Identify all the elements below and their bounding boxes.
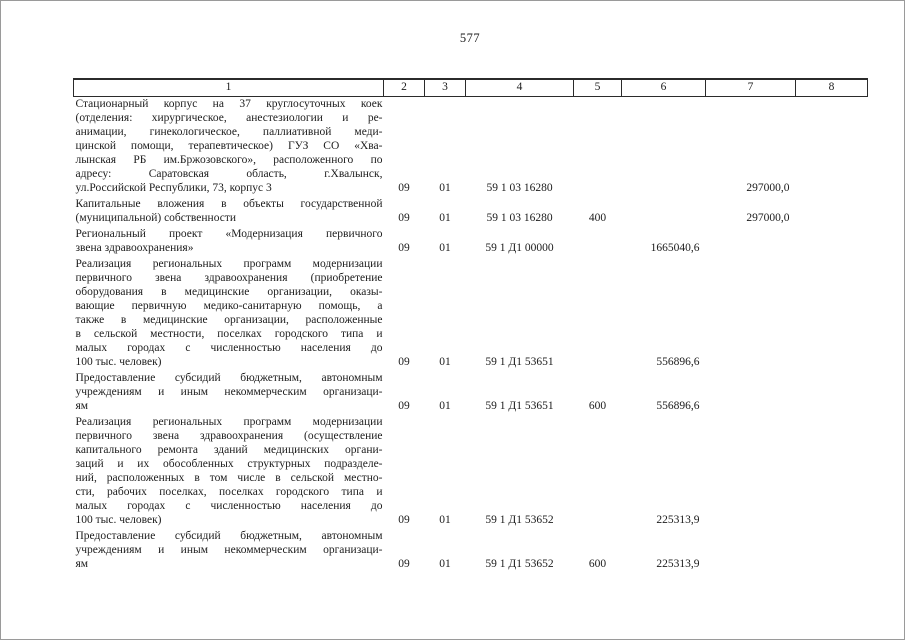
entry-name-line: анимации, гинекологическое, паллиативной меди- (75, 126, 383, 138)
cell-empty-col8 (796, 413, 868, 527)
cell-empty-col8 (796, 369, 868, 413)
entry-name-line: в сельской местности, поселках городского типа и (75, 328, 383, 340)
cell-amount-col7 (706, 369, 796, 413)
entry-name-cell (74, 255, 384, 369)
entry-name-line: ул.Российской Республики, 73, корпус 3 (75, 182, 272, 194)
entry-name-line: лынская РБ им.Бржозовского», расположенного по (75, 154, 383, 166)
cell-amount-col7 (706, 225, 796, 255)
table-row (74, 225, 868, 255)
cell-amount-col6: 556896,6 (656, 400, 700, 412)
column-header-5: 5 (574, 79, 622, 97)
entry-name-line: малых городах с численностью населения до (75, 500, 383, 512)
entry-name-line: ям (75, 400, 89, 412)
entry-name-line: малых городах с численностью населения до (75, 342, 383, 354)
column-header-2: 2 (384, 79, 425, 97)
cell-amount-col7 (706, 413, 796, 527)
entry-name-line: также в медицинские организации, расположенные (75, 314, 383, 326)
page-number: 577 (459, 31, 481, 45)
cell-target-article-code: 59 1 03 16280 (486, 212, 553, 224)
table-row (74, 195, 868, 225)
table-row (74, 255, 868, 369)
entry-name-line: первичного звена здравоохранения (приобретение (75, 272, 383, 284)
entry-name-line: капитального ремонта зданий медицинских органи- (75, 444, 383, 456)
entry-name-line: звена здравоохранения» (75, 242, 194, 254)
cell-empty-col8 (796, 225, 868, 255)
cell-section-code: 09 (398, 212, 410, 224)
entry-name-line: Реализация региональных программ модернизации (75, 258, 383, 270)
cell-section-code: 09 (398, 182, 410, 194)
cell-amount-col7 (706, 527, 796, 571)
cell-section-code: 09 (398, 514, 410, 526)
entry-name-line: оборудования в медицинские организации, оказы- (75, 286, 383, 298)
table-row (74, 527, 868, 571)
entry-name-line: учреждениям и иным некоммерческим организаци- (75, 544, 383, 556)
cell-amount-col6: 556896,6 (656, 356, 700, 368)
column-header-7: 7 (706, 79, 796, 97)
cell-target-article-code: 59 1 Д1 00000 (485, 242, 554, 254)
entry-name-line: сти, рабочих поселках, поселках городского типа и (75, 486, 383, 498)
column-header-row (74, 79, 868, 97)
entry-name-cell (74, 369, 384, 413)
entry-name-line: Предоставление субсидий бюджетным, автономным (75, 530, 383, 542)
entry-name-cell (74, 97, 384, 196)
column-header-8: 8 (796, 79, 868, 97)
cell-expense-type-code (574, 225, 622, 255)
cell-amount-col7: 297000,0 (746, 212, 790, 224)
entry-name-line: учреждениям и иным некоммерческим организаци- (75, 386, 383, 398)
cell-subsection-code: 01 (439, 558, 451, 570)
entry-name-line: Капитальные вложения в объекты государственной (75, 198, 383, 210)
entry-name-line: (муниципальной) собственности (75, 212, 237, 224)
entry-name-cell (74, 413, 384, 527)
column-header-3: 3 (425, 79, 466, 97)
cell-section-code: 09 (398, 356, 410, 368)
column-header-6: 6 (622, 79, 706, 97)
cell-subsection-code: 01 (439, 400, 451, 412)
cell-subsection-code: 01 (439, 182, 451, 194)
cell-subsection-code: 01 (439, 242, 451, 254)
entry-name-line: цинской помощи, терапевтическое) ГУЗ СО «Хва- (75, 140, 383, 152)
entry-name-cell (74, 195, 384, 225)
cell-expense-type-code (574, 413, 622, 527)
entry-name-line: Региональный проект «Модернизация первичного (75, 228, 383, 240)
cell-expense-type-code: 400 (588, 212, 607, 224)
cell-amount-col6 (622, 97, 706, 196)
cell-target-article-code: 59 1 Д1 53652 (485, 514, 554, 526)
entry-name-line: Стационарный корпус на 37 круглосуточных коек (75, 98, 383, 110)
cell-subsection-code: 01 (439, 514, 451, 526)
cell-amount-col6 (622, 195, 706, 225)
cell-amount-col6: 1665040,6 (650, 242, 700, 254)
column-header-4: 4 (466, 79, 574, 97)
cell-empty-col8 (796, 527, 868, 571)
entry-name-line: ям (75, 558, 89, 570)
entry-name-line: первичного звена здравоохранения (осуществление (75, 430, 383, 442)
column-header-1: 1 (74, 79, 384, 97)
cell-section-code: 09 (398, 242, 410, 254)
cell-empty-col8 (796, 97, 868, 196)
cell-empty-col8 (796, 195, 868, 225)
cell-section-code: 09 (398, 558, 410, 570)
cell-target-article-code: 59 1 Д1 53651 (485, 400, 554, 412)
cell-subsection-code: 01 (439, 212, 451, 224)
entry-name-line: 100 тыс. человек) (75, 356, 162, 368)
cell-expense-type-code (574, 97, 622, 196)
cell-expense-type-code: 600 (588, 558, 607, 570)
cell-amount-col7: 297000,0 (746, 182, 790, 194)
table-row (74, 413, 868, 527)
entry-name-line: заций и их обособленных структурных подразделе- (75, 458, 383, 470)
cell-amount-col7 (706, 255, 796, 369)
entry-name-line: адресу: Саратовская область, г.Хвалынск, (75, 168, 383, 180)
cell-subsection-code: 01 (439, 356, 451, 368)
cell-expense-type-code (574, 255, 622, 369)
entry-name-line: Предоставление субсидий бюджетным, автономным (75, 372, 383, 384)
entry-name-cell (74, 225, 384, 255)
entry-name-cell (74, 527, 384, 571)
cell-empty-col8 (796, 255, 868, 369)
cell-expense-type-code: 600 (588, 400, 607, 412)
entry-name-line: вающие первичную медико-санитарную помощь, а (75, 300, 383, 312)
entry-name-line: Реализация региональных программ модернизации (75, 416, 383, 428)
cell-amount-col6: 225313,9 (656, 558, 700, 570)
entry-name-line: ний, расположенных в том числе в сельской местно- (75, 472, 383, 484)
cell-section-code: 09 (398, 400, 410, 412)
budget-table (73, 78, 868, 571)
cell-amount-col6: 225313,9 (656, 514, 700, 526)
cell-target-article-code: 59 1 03 16280 (486, 182, 553, 194)
entry-name-line: (отделения: хирургическое, анестезиологии и ре- (75, 112, 383, 124)
cell-target-article-code: 59 1 Д1 53652 (485, 558, 554, 570)
table-row (74, 369, 868, 413)
entry-name-line: 100 тыс. человек) (75, 514, 162, 526)
cell-target-article-code: 59 1 Д1 53651 (485, 356, 554, 368)
table-row (74, 97, 868, 196)
